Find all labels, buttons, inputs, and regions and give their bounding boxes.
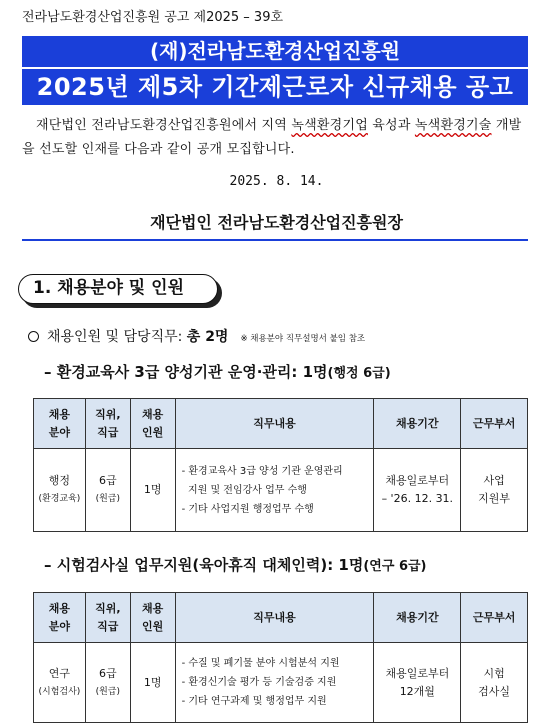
divider xyxy=(22,239,528,241)
header-duties-label: 직무내용 xyxy=(253,416,296,430)
cell-grade xyxy=(85,643,130,723)
summary-note: ※ 채용분야 직무설명서 붙임 참조 xyxy=(240,334,366,344)
header-grade xyxy=(85,399,130,449)
table-header-row xyxy=(34,593,528,643)
header-grade xyxy=(85,593,130,643)
header-field-label: 채용 분야 xyxy=(48,601,71,633)
field-sub-value: (시험검사) xyxy=(38,686,81,697)
header-period-label: 채용기간 xyxy=(396,416,439,430)
section-heading xyxy=(18,274,224,308)
grade-sub-value: (원급) xyxy=(95,494,120,504)
summary-total: 총 2명 xyxy=(186,329,229,345)
position-2-heading-text: – 시험검사실 업무지원(육아휴직 대체인력): 1명 xyxy=(44,556,364,574)
header-duties xyxy=(175,399,374,449)
header-period xyxy=(374,593,461,643)
duty-line: - 기타 사업지원 행정업무 수행 xyxy=(181,503,314,515)
issuer-name: 재단법인 전라남도환경산업진흥원장 xyxy=(150,213,403,232)
header-dept-label: 근무부서 xyxy=(472,416,516,430)
position-2-heading-grade: (연구 6급) xyxy=(363,559,427,574)
header-duties-label: 직무내용 xyxy=(253,610,296,624)
header-field xyxy=(34,593,86,643)
intro-text-1: 재단법인 전라남도환경산업진흥원에서 지역 xyxy=(36,118,292,133)
cell-grade xyxy=(85,449,130,532)
intro-keyword-green-tech: 녹색환경기술 xyxy=(414,118,492,133)
summary-label: 채용인원 및 담당직무: xyxy=(47,329,187,345)
grade-value: 6급 xyxy=(98,666,117,680)
position-2-table xyxy=(33,592,528,723)
cell-field xyxy=(34,449,86,532)
field-sub-value: (환경교육) xyxy=(38,494,81,504)
header-dept-label: 근무부서 xyxy=(472,610,516,624)
position-1-heading xyxy=(44,361,391,382)
position-2-heading xyxy=(44,554,427,575)
header-count-label: 채용 인원 xyxy=(142,601,164,633)
field-value: 행정 xyxy=(48,474,71,487)
table-row xyxy=(34,449,528,532)
cell-duties xyxy=(175,449,374,532)
intro-paragraph xyxy=(22,114,532,162)
recruitment-summary xyxy=(28,326,365,346)
notice-number: 전라남도환경산업진흥원 공고 제2025 – 39호 xyxy=(22,10,284,25)
announcement-date: 2025. 8. 14. xyxy=(229,174,324,189)
header-period-label: 채용기간 xyxy=(396,610,439,624)
grade-value: 6급 xyxy=(98,474,117,487)
organization-banner: (재)전라남도환경산업진흥원 xyxy=(22,36,528,67)
header-duties xyxy=(175,593,374,643)
circle-bullet-icon xyxy=(28,331,39,342)
cell-dept: 사업 지원부 xyxy=(461,449,528,532)
cell-count: 1명 xyxy=(130,449,175,532)
position-1-heading-grade: (행정 6급) xyxy=(327,366,391,381)
intro-keyword-green-company: 녹색환경기업 xyxy=(291,118,368,133)
duty-line: - 환경신기술 평가 등 기술검증 지원 xyxy=(181,677,337,688)
duty-line: 지원 및 전임강사 업무 수행 xyxy=(181,484,307,496)
header-grade-label: 직위, 직급 xyxy=(95,407,121,439)
header-count xyxy=(130,399,175,449)
intro-text-3: 개발을 선도할 인재를 다음과 같이 공개 모집합니다. xyxy=(22,118,522,157)
section-heading-label: 1. 채용분야 및 인원 xyxy=(18,274,218,304)
table-header-row xyxy=(34,399,528,449)
header-dept xyxy=(461,399,528,449)
header-dept xyxy=(461,593,528,643)
grade-sub-value: (원급) xyxy=(95,686,120,697)
header-count xyxy=(130,593,175,643)
header-period xyxy=(374,399,461,449)
duty-line: - 환경교육사 3급 양성 기관 운영관리 xyxy=(181,465,343,477)
cell-period: 채용일로부터 12개월 xyxy=(374,643,461,723)
duty-line: - 기타 연구과제 및 행정업무 지원 xyxy=(181,696,327,707)
header-count-label: 채용 인원 xyxy=(142,407,164,439)
position-1-heading-text: – 환경교육사 3급 양성기관 운영·관리: 1명 xyxy=(44,363,328,381)
duty-line: - 수질 및 폐기물 분야 시험분석 지원 xyxy=(181,658,340,669)
cell-field xyxy=(34,643,86,723)
cell-period: 채용일로부터 – '26. 12. 31. xyxy=(374,449,461,532)
header-field-label: 채용 분야 xyxy=(48,407,71,439)
announcement-title: 2025년 제5차 기간제근로자 신규채용 공고 xyxy=(22,69,528,105)
cell-dept: 시험 검사실 xyxy=(461,643,528,723)
table-row xyxy=(34,643,528,723)
header-grade-label: 직위, 직급 xyxy=(95,601,121,633)
header-field xyxy=(34,399,86,449)
cell-duties xyxy=(175,643,374,723)
field-value: 연구 xyxy=(48,666,71,680)
cell-count: 1명 xyxy=(130,643,175,723)
position-1-table xyxy=(33,398,528,532)
intro-text-2: 육성과 xyxy=(367,118,415,133)
